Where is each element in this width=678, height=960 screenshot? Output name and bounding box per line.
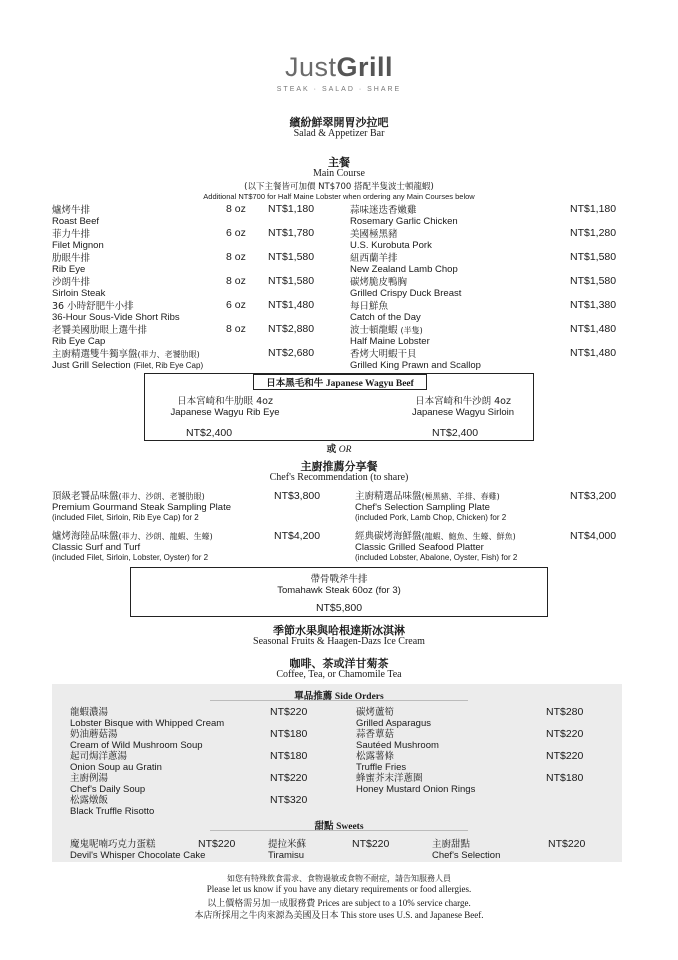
item-note: (included Filet, Sirloin, Lobster, Oyster) for 2 — [52, 553, 209, 562]
item-price: NT$1,480 — [570, 323, 617, 335]
item-name-zh: 蜂蜜芥末洋蔥圈 — [356, 773, 423, 784]
item-name-zh: 龍蝦濃湯 — [70, 707, 109, 718]
item-name-zh: 沙朗牛排 — [52, 277, 91, 288]
main-item — [350, 202, 458, 227]
item-note-en: (Filet, Rib Eye Cap) — [133, 361, 204, 370]
item-name-zh: 美國極黑豬 — [350, 229, 398, 240]
item-name-zh: 蒜香蕈菇 — [356, 729, 395, 740]
item-price: NT$1,580 — [570, 251, 617, 263]
tomahawk-price: NT$5,800 — [315, 602, 363, 614]
share-item — [355, 488, 506, 522]
item-name-zh: 菲力牛排 — [52, 229, 91, 240]
footer-line-2: Please let us know if you have any dietary requirements or food allergies. — [206, 884, 472, 894]
wagyu-item-price: NT$2,400 — [186, 427, 233, 439]
item-name-zh: 主廚精選雙牛獨享盤 — [52, 349, 138, 360]
item-price: NT$280 — [546, 706, 584, 718]
wagyu-title-en: Japanese Wagyu Beef — [325, 379, 414, 389]
item-price: NT$220 — [270, 706, 308, 718]
item-name-zh: 提拉米蘇 — [268, 839, 307, 850]
item-price: NT$220 — [546, 750, 584, 762]
item-name-en: Premium Gourmand Steak Sampling Plate — [52, 502, 231, 513]
or-en: OR — [338, 445, 352, 455]
item-name-zh: 香烤大明蝦干貝 — [350, 349, 417, 360]
main-item — [52, 250, 90, 275]
main-title-en: Main Course — [313, 168, 365, 179]
item-name-zh: 松露薯條 — [356, 751, 395, 762]
item-name-zh: 蒜味迷迭香嫩雞 — [350, 205, 417, 216]
item-name-zh: 爐烤牛排 — [52, 205, 91, 216]
item-note: (included Lobster, Abalone, Oyster, Fish) for 2 — [355, 553, 518, 562]
item-name-en: Black Truffle Risotto — [70, 806, 155, 817]
item-name-en: Chef's Selection Sampling Plate — [355, 502, 490, 513]
drinks-title-zh: 咖啡、茶或洋甘菊茶 — [289, 657, 389, 670]
item-price: NT$3,200 — [570, 490, 617, 502]
wagyu-item-en: Japanese Wagyu Rib Eye — [170, 407, 280, 418]
item-price: NT$4,000 — [570, 530, 617, 542]
sweet-item — [268, 836, 306, 861]
side-orders-title — [0, 688, 678, 702]
item-name-en: 36-Hour Sous-Vide Short Ribs — [52, 312, 180, 323]
share-item — [52, 488, 231, 522]
item-price: NT$2,880 — [268, 323, 315, 335]
item-name-zh: 主廚精選品味盤 — [355, 491, 422, 502]
fruit-title-en: Seasonal Fruits & Haagen-Dazs Ice Cream — [253, 636, 425, 647]
item-price: NT$1,480 — [268, 299, 315, 311]
item-name-en: Rib Eye — [52, 264, 86, 275]
share-title-en: Chef's Recommendation (to share) — [269, 472, 409, 483]
item-price: NT$220 — [548, 838, 586, 850]
wagyu-item-en: Japanese Wagyu Sirloin — [411, 407, 515, 418]
item-name-zh: 奶油蘑菇湯 — [70, 729, 118, 740]
main-item — [350, 274, 461, 299]
main-item — [52, 202, 99, 227]
item-price: NT$1,180 — [570, 203, 617, 215]
item-price: NT$220 — [352, 838, 390, 850]
tomahawk-zh: 帶骨戰斧牛排 — [310, 574, 368, 585]
item-name-en: Rosemary Garlic Chicken — [350, 216, 458, 227]
item-size: 8 oz — [226, 323, 246, 335]
share-item — [355, 528, 517, 562]
item-name-en: Roast Beef — [52, 216, 99, 227]
or-divider — [0, 441, 678, 455]
item-price: NT$1,580 — [268, 251, 315, 263]
item-price: NT$180 — [270, 728, 308, 740]
footer-line-4: 本店所採用之牛肉來源為美國及日本 This store uses U.S. and Japanese Beef. — [194, 910, 484, 920]
salad-title-zh: 繽紛鮮翠開胃沙拉吧 — [289, 116, 389, 129]
drinks-title-en: Coffee, Tea, or Chamomile Tea — [276, 669, 402, 680]
or-zh: 或 — [326, 444, 337, 455]
item-name-en: Honey Mustard Onion Rings — [356, 784, 476, 795]
main-item — [350, 250, 458, 275]
sweets-title-zh: 甜點 — [314, 821, 334, 832]
share-item — [52, 528, 213, 562]
item-name-en: Lobster Bisque with Whipped Cream — [70, 718, 225, 729]
item-price: NT$1,180 — [268, 203, 315, 215]
item-name-zh: 起司焗洋蔥湯 — [70, 751, 128, 762]
item-price: NT$3,800 — [274, 490, 321, 502]
item-size: 6 oz — [226, 227, 246, 239]
share-title-zh: 主廚推薦分享餐 — [300, 460, 378, 473]
item-name-zh: 主廚甜點 — [432, 839, 471, 850]
side-item — [356, 770, 475, 795]
item-price: NT$180 — [546, 772, 584, 784]
item-note: (included Filet, Sirloin, Rib Eye Cap) for 2 — [52, 513, 199, 522]
item-price: NT$4,200 — [274, 530, 321, 542]
item-name-zh: 老饕美國肋眼上選牛排 — [52, 325, 148, 336]
side-item — [70, 792, 154, 817]
item-name-en: Grilled King Prawn and Scallop — [350, 360, 481, 371]
item-price: NT$1,580 — [268, 275, 315, 287]
item-name-en: Chef's Selection — [432, 850, 501, 861]
item-size: 6 oz — [226, 299, 246, 311]
brand-tagline: STEAK · SALAD · SHARE — [276, 86, 402, 93]
main-item — [350, 346, 481, 371]
item-name-zh: 主廚例湯 — [70, 773, 109, 784]
brand-logo — [0, 52, 678, 83]
item-name-zh: 紐西蘭羊排 — [350, 253, 398, 264]
item-note-zh: (龍蝦、鮑魚、生蠔、鮮魚) — [421, 532, 516, 541]
side-orders-title-en: Side Orders — [334, 692, 384, 702]
fruit-title-zh: 季節水果與哈根達斯冰淇淋 — [273, 624, 405, 637]
item-name-en: Half Maine Lobster — [350, 336, 430, 347]
item-name-en: Catch of the Day — [350, 312, 421, 323]
item-name-en: Filet Mignon — [52, 240, 104, 251]
item-note-zh: (菲力、沙朗、龍蝦、生蠔) — [118, 532, 213, 541]
item-price: NT$180 — [270, 750, 308, 762]
item-name-en: U.S. Kurobuta Pork — [350, 240, 432, 251]
item-price: NT$1,580 — [570, 275, 617, 287]
item-name-zh: 碳烤脆皮鴨胸 — [350, 277, 408, 288]
wagyu-title-zh: 日本黑毛和牛 — [266, 378, 324, 389]
salad-title-en: Salad & Appetizer Bar — [293, 128, 385, 139]
item-price: NT$1,280 — [570, 227, 617, 239]
item-price: NT$220 — [270, 772, 308, 784]
item-name-zh: 爐烤海陸品味盤 — [52, 531, 119, 542]
item-name-en: Classic Grilled Seafood Platter — [355, 542, 484, 553]
item-name-zh: 松露燉飯 — [70, 795, 109, 806]
wagyu-item-zh: 日本宮崎和牛肋眼 4oz — [177, 396, 273, 407]
wagyu-title — [253, 375, 427, 389]
sweets-title-en: Sweets — [336, 822, 364, 832]
item-name-en: Tiramisu — [268, 850, 305, 861]
item-name-zh: 波士頓龍蝦 — [350, 325, 398, 336]
item-name-zh: 肋眼牛排 — [52, 253, 91, 264]
item-name-en: Classic Surf and Turf — [52, 542, 141, 553]
item-name-en: Onion Soup au Gratin — [70, 762, 162, 773]
sweets-title — [0, 818, 678, 832]
item-name-en: Devil's Whisper Chocolate Cake — [70, 850, 206, 861]
item-note-zh: (菲力、老饕肋眼) — [137, 350, 200, 359]
side-orders-title-zh: 單品推薦 — [294, 691, 333, 702]
item-name-en: Grilled Asparagus — [356, 718, 431, 729]
item-size: 8 oz — [226, 203, 246, 215]
item-name-zh: 經典碳烤海鮮盤 — [355, 531, 422, 542]
item-price: NT$1,780 — [268, 227, 315, 239]
sweet-item — [432, 836, 500, 861]
item-note-zh: (極黑豬、羊排、春雞) — [421, 492, 500, 501]
item-note: (included Pork, Lamb Chop, Chicken) for 2 — [355, 513, 507, 522]
main-item — [350, 298, 421, 323]
item-name-en: Sirloin Steak — [52, 288, 106, 299]
main-item — [52, 346, 203, 371]
footer-line-1: 如您有特殊飲食需求、食物過敏或食物不耐症，請告知服務人員 — [227, 874, 451, 883]
item-name-en: Just Grill Selection — [52, 360, 131, 371]
main-note-zh: (以下主餐皆可加價 NT$700 搭配半隻波士頓龍蝦) — [244, 182, 434, 192]
tomahawk-en: Tomahawk Steak 60oz (for 3) — [277, 585, 401, 596]
item-name-en: Chef's Daily Soup — [70, 784, 146, 795]
item-name-zh: 36 小時舒肥牛小排 — [52, 301, 134, 312]
main-note-en: Additional NT$700 for Half Maine Lobster when ordering any Main Courses below — [203, 192, 475, 201]
item-name-en: Rib Eye Cap — [52, 336, 106, 347]
footer-line-3: 以上價格需另加一成服務費 Prices are subject to a 10% service charge. — [207, 898, 471, 908]
item-size: 8 oz — [226, 251, 246, 263]
item-note-zh: (菲力、沙朗、老饕肋眼) — [118, 492, 205, 501]
wagyu-item-zh: 日本宮崎和牛沙朗 4oz — [415, 396, 511, 407]
main-item — [350, 226, 432, 251]
item-note-zh: (半隻) — [400, 326, 423, 335]
item-size: 8 oz — [226, 275, 246, 287]
item-name-zh: 頂級老饕品味盤 — [52, 491, 119, 502]
item-price: NT$1,480 — [570, 347, 617, 359]
item-price: NT$220 — [546, 728, 584, 740]
item-name-zh: 碳烤蘆筍 — [356, 707, 395, 718]
item-price: NT$2,680 — [268, 347, 315, 359]
main-item — [350, 322, 430, 347]
main-item — [52, 322, 147, 347]
wagyu-item-price: NT$2,400 — [432, 427, 479, 439]
main-item — [52, 298, 180, 323]
sweet-item — [70, 836, 205, 861]
main-title-zh: 主餐 — [328, 156, 350, 169]
item-name-en: Cream of Wild Mushroom Soup — [70, 740, 203, 751]
main-item — [52, 226, 104, 251]
logo-light: Just — [284, 52, 337, 82]
logo-bold: Grill — [336, 52, 394, 82]
item-name-en: Sautéed Mushroom — [356, 740, 439, 751]
item-name-en: Truffle Fries — [356, 762, 407, 773]
item-name-en: New Zealand Lamb Chop — [350, 264, 458, 275]
main-item — [52, 274, 105, 299]
item-price: NT$220 — [198, 838, 236, 850]
item-name-zh: 每日鮮魚 — [350, 301, 389, 312]
item-price: NT$1,380 — [570, 299, 617, 311]
item-name-en: Grilled Crispy Duck Breast — [350, 288, 462, 299]
item-price: NT$320 — [270, 794, 308, 806]
item-name-zh: 魔鬼呢喃巧克力蛋糕 — [70, 839, 156, 850]
